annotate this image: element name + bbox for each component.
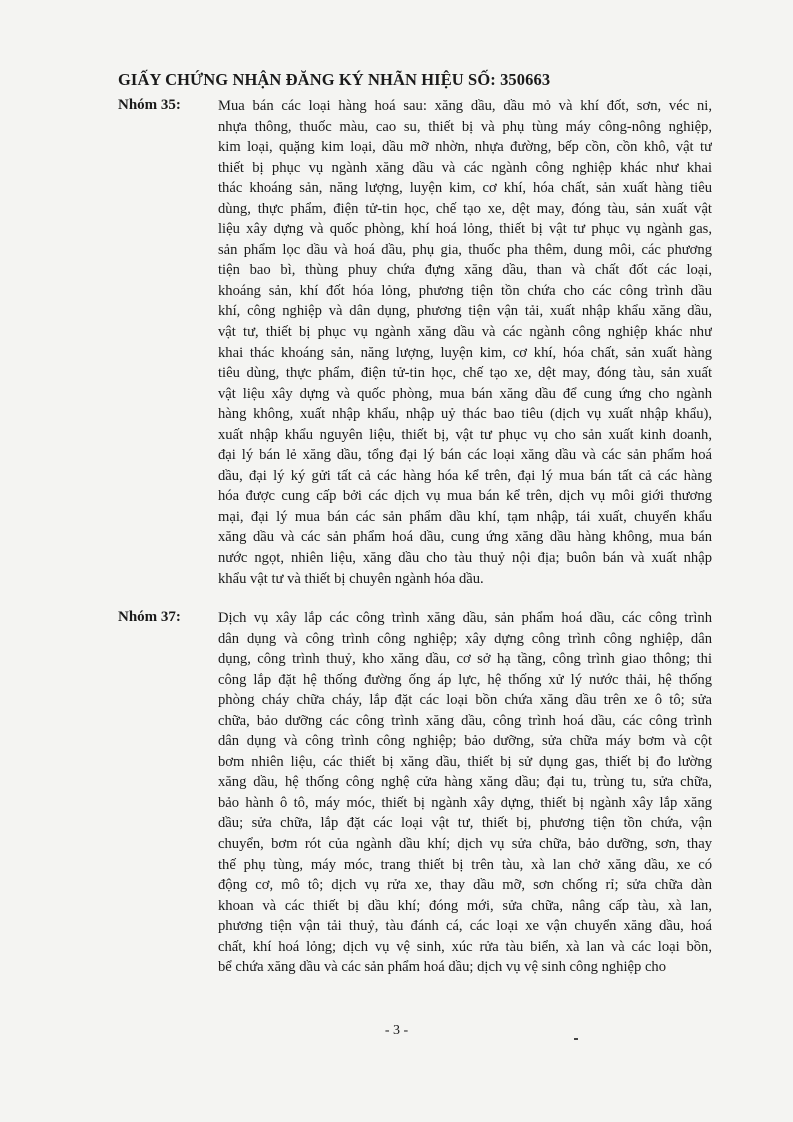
text-line: thiết bị phục vụ ngành xăng dầu và các ngành công nghiệp khác như khai <box>218 159 712 176</box>
text-line: xuất nhập khẩu nguyên liệu, thiết bị, vật tư phục vụ cho sản xuất kinh doanh, <box>218 426 712 443</box>
text-line: dầu; sửa chữa, lắp đặt các loại vật tư, thiết bị, phương tiện tồn chứa, vận <box>218 815 712 832</box>
text-line: chuyển, bơm rót của ngành dầu khí; dịch vụ sửa chữa, bảo dưỡng, sơn, thay <box>218 836 712 853</box>
text-line: thế phụ tùng, máy móc, trang thiết bị trên tàu, xà lan chở xăng dầu, xe có <box>218 856 712 873</box>
text-line: bể chứa xăng dầu và các sản phẩm hoá dầu; dịch vụ vệ sinh công nghiệp cho <box>218 959 667 976</box>
text-line: tiêu dùng, thực phẩm, điện tử-tin học, chế tạo xe, dệt may, đóng tàu, sản xuất <box>218 365 712 382</box>
text-line: bơm nhiên liệu, các thiết bị xăng dầu, thiết bị sử dụng gas, thiết bị đo lường <box>218 753 712 770</box>
text-line: tiện bao bì, thùng phuy chứa đựng xăng dầu, than và chất đốt các loại, <box>218 262 712 279</box>
text-line: nhựa thông, thuốc màu, cao su, thiết bị và phụ tùng máy công-nông nghiệp, <box>218 118 712 135</box>
text-line: sản phẩm lọc dầu và hoá dầu, phụ gia, thuốc pha thêm, dung môi, các phương <box>218 241 712 258</box>
text-line: dầu, đại lý ký gửi tất cả các hàng hóa kể trên, đại lý mua bán tất cả các hàng <box>218 467 712 484</box>
scan-speck <box>574 1038 578 1040</box>
text-line: hóa được cung cấp bởi các dịch vụ mua bán kể trên, dịch vụ môi giới thương <box>218 488 712 505</box>
text-line: Mua bán các loại hàng hoá sau: xăng dầu, dầu mỏ và khí đốt, sơn, véc ni, <box>218 98 712 114</box>
text-line: vật liệu xây dựng và quốc phòng, mua bán xăng dầu để cung ứng cho ngành <box>218 385 712 402</box>
group-37-text <box>218 608 712 978</box>
text-line: công lắp đặt hệ thống đường ống áp lực, hệ thống xử lý nước thải, hệ thống <box>218 671 712 688</box>
text-line: động cơ, mô tô; dịch vụ rửa xe, thay dầu mỡ, sơn chống rỉ; sửa chữa dàn <box>218 877 712 894</box>
text-line: chất, khí hoá lỏng; dịch vụ vệ sinh, xúc rửa tàu biển, xà lan và các loại bồn, <box>218 938 712 955</box>
text-line: khẩu vật tư và thiết bị chuyên ngành hóa dầu. <box>218 570 484 587</box>
text-line: dân dụng và công trình công nghiệp; xây dựng công trình công nghiệp, dân <box>218 630 712 647</box>
text-line: kim loại, quặng kim loại, dầu mỡ nhờn, nhựa đường, bếp cồn, cồn khô, vật tư <box>218 139 712 156</box>
text-line: dùng, thực phẩm, điện tử-tin học, chế tạo xe, dệt may, đóng tàu, sản xuất vật <box>218 200 712 217</box>
text-line: thác khoáng sản, năng lượng, luyện kim, cơ khí, hóa chất, sản xuất hàng tiêu <box>218 180 712 197</box>
text-line: khoan và các thiết bị dầu khí; đóng mới, sửa chữa, nâng cấp tàu, xà lan, <box>218 897 712 914</box>
text-line: khí, công nghiệp và dân dụng, phương tiện vận tải, xuất nhập khẩu xăng dầu, <box>218 303 712 320</box>
text-line: phương tiện vận tải thuỷ, tàu đánh cá, các loại xe vận chuyển xăng dầu, hoá <box>218 918 712 935</box>
text-line: chữa, bảo dưỡng các công trình xăng dầu, công trình hoá dầu, các công trình <box>218 712 712 729</box>
text-line: Dịch vụ xây lắp các công trình xăng dầu, sản phẩm hoá dầu, các công trình <box>218 610 712 626</box>
document-title: GIẤY CHỨNG NHẬN ĐĂNG KÝ NHÃN HIỆU SỐ: 350663 <box>118 70 551 89</box>
text-line: nước ngọt, nhiên liệu, xăng dầu cho tàu thuỷ nội địa; buôn bán và xuất nhập <box>218 550 712 567</box>
text-line: phòng cháy chữa cháy, lắp đặt các loại bồn chứa xăng dầu trên xe ô tô; sửa <box>218 692 712 709</box>
text-line: đại lý bán lẻ xăng dầu, tổng đại lý bán các loại xăng dầu và các sản phẩm hoá <box>218 447 712 464</box>
text-line: hàng không, xuất nhập khẩu, nhập uỷ thác bao tiêu (dịch vụ xuất nhập khẩu), <box>218 406 712 423</box>
group-37-label: Nhóm 37: <box>118 609 181 625</box>
text-line: dân dụng và công trình công nghiệp; bảo dưỡng, sửa chữa máy bơm và cột <box>218 733 712 750</box>
group-35-text <box>218 96 712 589</box>
text-line: vật tư, thiết bị phục vụ ngành xăng dầu và các ngành công nghiệp khác như <box>218 324 712 341</box>
page-number: - 3 - <box>384 1023 409 1038</box>
text-line: xăng dầu và các sản phẩm hoá dầu, cung ứng xăng dầu hàng không, mua bán <box>218 529 712 546</box>
text-line: mại, đại lý mua bán các sản phẩm dầu khí, tạm nhập, tái xuất, chuyển khẩu <box>218 508 712 525</box>
text-line: xăng dầu, hệ thống công nghệ cửa hàng xăng dầu; đại tu, trùng tu, sửa chữa, <box>218 774 712 791</box>
text-line: khai thác khoáng sản, năng lượng, luyện kim, cơ khí, hóa chất, sản xuất hàng <box>218 344 712 361</box>
group-35-label: Nhóm 35: <box>118 97 181 113</box>
text-line: dụng, công trình thuỷ, kho xăng dầu, cơ sở hạ tầng, công trình giao thông; thi <box>218 651 712 668</box>
text-line: bảo hành ô tô, máy móc, thiết bị ngành xây dựng, thiết bị ngành xây lắp xăng <box>218 794 712 811</box>
text-line: khoáng sản, khí đốt hóa lỏng, phương tiện tồn chứa cho các công trình dầu <box>218 282 712 299</box>
text-line: liệu xây dựng và quốc phòng, khí hoá lỏng, thiết bị vật tư phục vụ ngành gas, <box>218 221 712 238</box>
